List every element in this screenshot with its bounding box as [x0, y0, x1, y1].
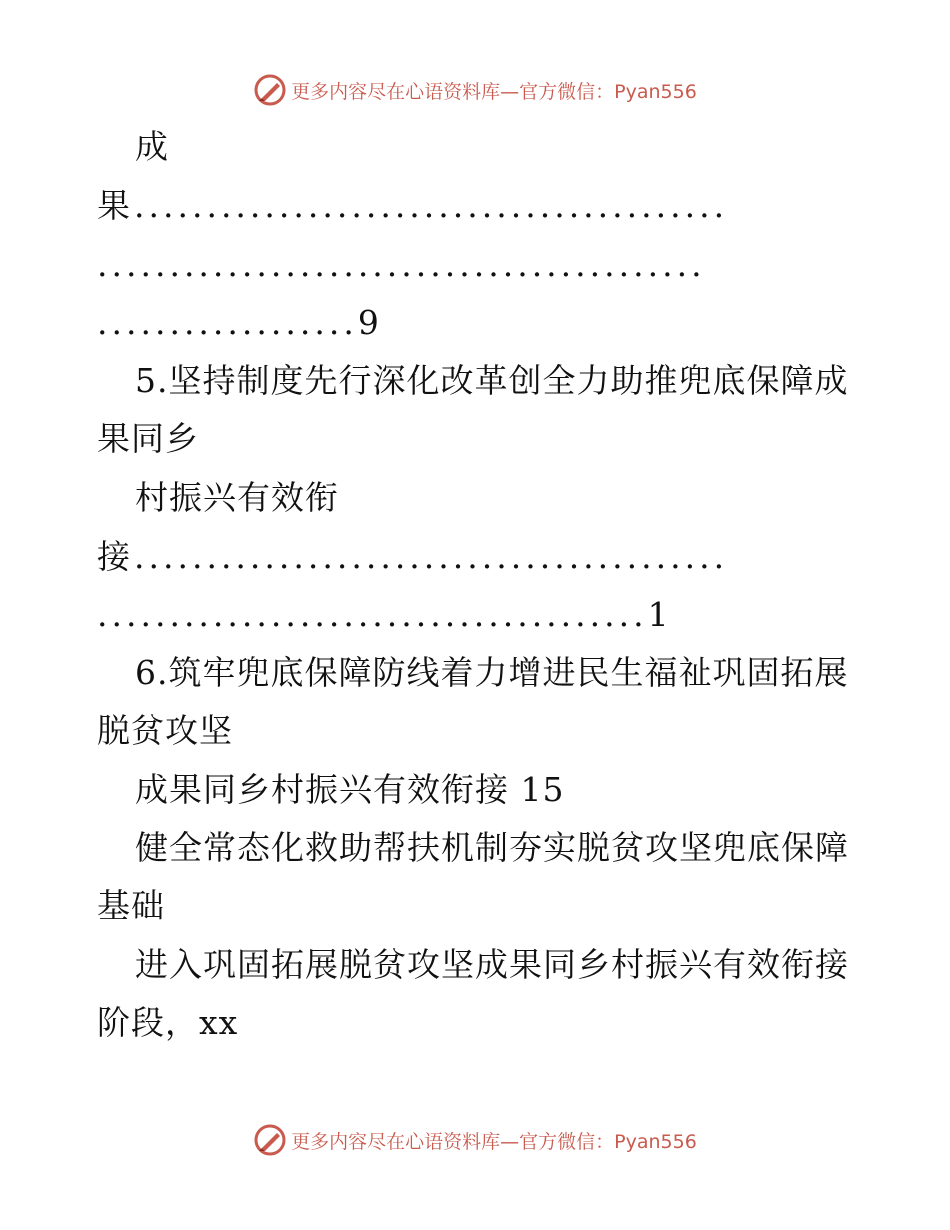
footer-text: 更多内容尽在心语资料库—官方微信：Pyan556 — [291, 1130, 697, 1153]
toc-line: 健全常态化救助帮扶机制夯实脱贫攻坚兜底保障 — [135, 828, 849, 867]
toc-line: 6.筑牢兜底保障防线着力增进民生福祉巩固拓展 — [135, 653, 849, 692]
pen-logo-icon — [253, 73, 287, 107]
pen-logo-icon — [253, 1123, 287, 1157]
toc-line: ......................................1 — [97, 595, 673, 634]
toc-line: 5.坚持制度先行深化改革创全力助推兜底保障成 — [135, 361, 849, 400]
toc-line: 阶段，xx — [97, 1003, 239, 1042]
header-text: 更多内容尽在心语资料库—官方微信：Pyan556 — [291, 80, 697, 103]
header-watermark — [0, 70, 950, 110]
toc-line: 成 — [135, 127, 169, 166]
toc-line: 成果同乡村振兴有效衔接 15 — [135, 770, 565, 809]
toc-line: 脱贫攻坚 — [97, 711, 233, 750]
toc-line: 果同乡 — [97, 419, 199, 458]
toc-line: 村振兴有效衔 — [135, 478, 339, 517]
toc-line: 进入巩固拓展脱贫攻坚成果同乡村振兴有效衔接 — [135, 945, 849, 984]
toc-line: 基础 — [97, 886, 165, 925]
footer-watermark — [0, 1120, 950, 1160]
toc-line: 果......................................... — [97, 186, 729, 225]
toc-line: .......................................... — [97, 245, 706, 284]
toc-line: ..................9 — [97, 303, 383, 342]
toc-line: 接......................................... — [97, 537, 729, 576]
